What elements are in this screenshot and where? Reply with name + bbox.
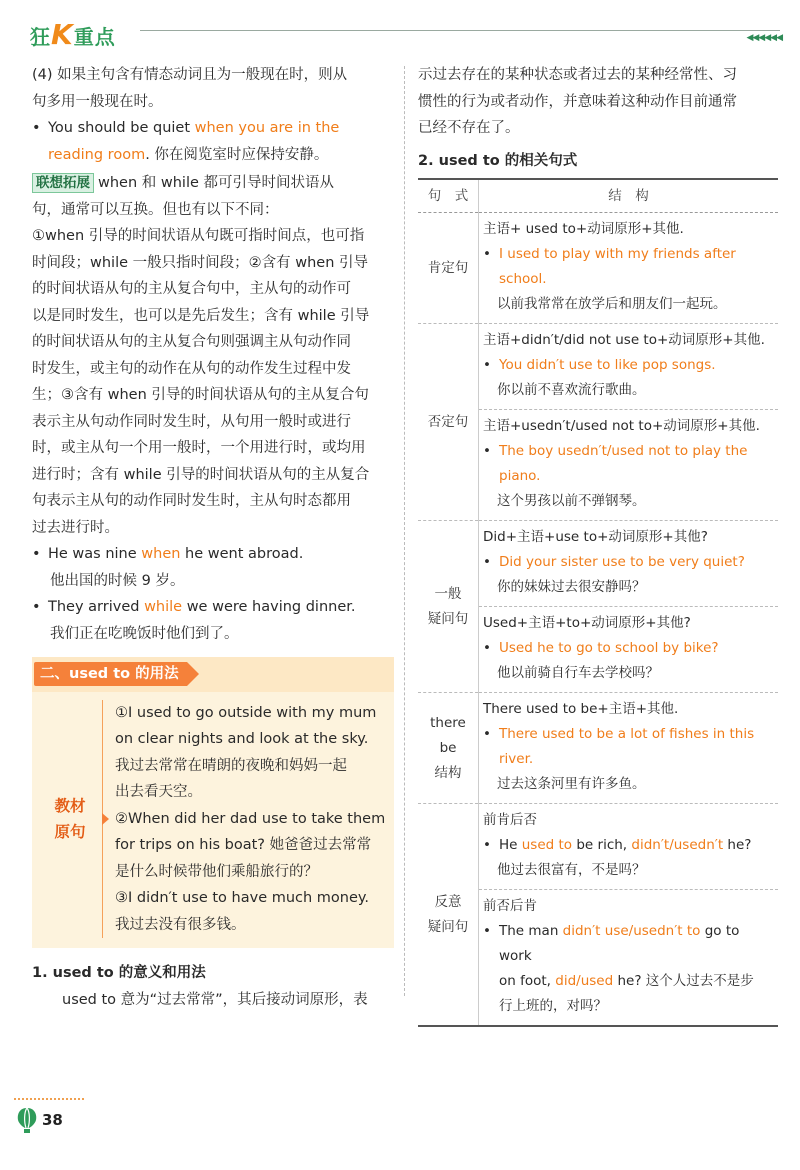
expand-line: 表示主从句动作同时发生时，从句用一般时或进行 [32, 413, 351, 430]
struct-cell: 主语+ used to+动词原形+其他. • I used to play with my friends after school. 以前我常常在放学后和朋友们一起玩。 [479, 213, 779, 324]
expand-line: 句，通常可以互换。但也有以下不同： [32, 201, 279, 218]
translation: 以前我常常在放学后和朋友们一起玩。 [497, 296, 727, 312]
table-row [418, 804, 778, 890]
ex3-b: while [144, 599, 183, 615]
struct-cell: 前否后肯 • The man didn′t use/usedn′t to go to work on foot, did/used he? 这个人过去不是步 行上班的，对吗？ [479, 890, 779, 1027]
table-row [418, 693, 778, 804]
expand-block [32, 170, 394, 541]
example: Used he to go to school by bike? [499, 640, 719, 656]
translation: 你的妹妹过去很安静吗？ [497, 579, 646, 595]
r7-c: be rich, [572, 837, 632, 853]
form-tag-question [418, 804, 479, 1027]
rule: There used to be+主语+其他. [483, 701, 679, 717]
ex2-a: He was nine [48, 546, 142, 562]
balloon-icon [14, 1106, 40, 1134]
expand-line: ①when 引导的时间状语从句既可指时间点，也可指 [32, 228, 365, 244]
ex3-c: we were having dinner. [182, 599, 356, 615]
example: The boy usedn′t/used not to play the piano. [499, 443, 748, 484]
expand-line: 生；③含有 when 引导的时间状语从句的主从复合句 [32, 387, 369, 403]
r7-d: didn′t/usedn′t [631, 837, 724, 853]
r8-d: on foot, [499, 973, 556, 989]
th-form: 句 式 [418, 179, 479, 213]
form-tag2: 疑问句 [427, 918, 469, 935]
struct-cell: 主语+usedn′t/used not to+动词原形+其他. • The boy usedn′t/used not to play the piano. 这个男孩以前不弹钢琴。 [479, 410, 779, 521]
rule4-line2: 句多用一般现在时。 [32, 93, 163, 110]
r8-f: he? 这个人过去不是步 [613, 973, 754, 989]
right-column [418, 62, 778, 1027]
form-tag1: 反意 [434, 893, 462, 910]
th-struct: 结 构 [479, 179, 779, 213]
form-affirm: 肯定句 [418, 213, 479, 324]
form-neg: 否定句 [418, 324, 479, 521]
intro-line: 已经不存在了。 [418, 120, 520, 136]
section-body [32, 692, 394, 949]
logo-k: K [51, 18, 74, 51]
form-there3: 结构 [434, 764, 462, 781]
rule: 前肯后否 [483, 812, 537, 828]
expand-line: 时间段；while 一般只指时间段；②含有 when 引导 [32, 254, 369, 271]
column-divider [404, 66, 405, 996]
textbook-line: ②When did her dad use to take them [115, 810, 386, 827]
used-to-table [418, 178, 778, 1027]
expand-line: 句表示主从句的动作同时发生时，主从句时态都用 [32, 493, 351, 509]
section-box [32, 657, 394, 948]
textbook-label [38, 700, 103, 939]
r7-e: he? [723, 837, 752, 853]
header-rule [140, 30, 780, 31]
form-q1: 一般 [434, 585, 462, 602]
logo [30, 18, 116, 51]
left-column [32, 62, 394, 1013]
logo-suffix: 重点 [73, 25, 116, 49]
translation: 他过去很富有，不是吗？ [497, 862, 646, 878]
r8-a: The man [499, 923, 563, 939]
translation: 你以前不喜欢流行歌曲。 [497, 382, 646, 398]
expand-line: 时，或主从句一个用一般时，一个用进行时，或均用 [32, 440, 366, 456]
rule: 主语+didn′t/did not use to+动词原形+其他. [483, 332, 765, 348]
ex1-d: . 你在阅览室时应保持安静。 [145, 146, 329, 163]
footer-rule [14, 1098, 84, 1100]
rule: Did+主语+use to+动词原形+其他? [483, 529, 708, 545]
struct-cell: Used+主语+to+动词原形+其他? • Used he to go to school by bike? 他以前骑自行车去学校吗？ [479, 607, 779, 693]
textbook-label-2: 原句 [54, 822, 86, 841]
form-question [418, 521, 479, 693]
expand-line: 以是同时发生，也可以是先后发生；含有 while 引导 [32, 307, 370, 324]
section-title-row [32, 657, 394, 692]
intro-line: 示过去存在的某种状态或者过去的某种经常性、习 [418, 67, 737, 83]
form-there2: be [439, 739, 457, 756]
table-header [418, 179, 778, 213]
textbook-line: 是什么时候带他们乘船旅行的？ [115, 863, 318, 880]
ex2-b: when [141, 546, 181, 562]
expand-line: when 和 while 都可引导时间状语从 [98, 175, 335, 191]
textbook-line: on clear nights and look at the sky. [115, 731, 369, 747]
translation: 这个男孩以前不弹钢琴。 [497, 493, 646, 509]
form-there1: there [430, 714, 466, 731]
logo-prefix: 狂 [30, 25, 51, 49]
translation: 他以前骑自行车去学校吗？ [497, 665, 659, 681]
example: You didn′t use to like pop songs. [499, 357, 716, 373]
example-1: • You should be quiet when you are in the reading room. 你在阅览室时应保持安静。 [32, 120, 340, 163]
example-2: • He was nine when he went abroad. [32, 546, 304, 562]
textbook-sentences [115, 700, 388, 939]
footer [14, 1106, 63, 1134]
table-row [418, 213, 778, 324]
arrow-right-icon [102, 813, 109, 825]
expand-line: 的时间状语从句的主从复合句中，主从句的动作可 [32, 281, 351, 297]
form-q2: 疑问句 [427, 610, 469, 627]
example: Did your sister use to be very quiet? [499, 554, 745, 570]
textbook-line: 出去看天空。 [115, 784, 202, 800]
sub1-title: 1. used to 的意义和用法 [32, 965, 206, 981]
r8-g: 行上班的，对吗？ [499, 998, 607, 1014]
expand-line: 进行时；含有 while 引导的时间状语从句的主从复合 [32, 466, 370, 483]
rule: 前否后肯 [483, 898, 537, 914]
rule: 主语+ used to+动词原形+其他. [483, 221, 684, 237]
table-row [418, 521, 778, 607]
textbook-line: 我过去常常在晴朗的夜晚和妈妈一起 [115, 757, 347, 774]
textbook-line: ③I didn′t use to have much money. [115, 890, 370, 906]
ex2-cn: 他出国的时候 9 岁。 [50, 572, 185, 589]
r8-e: did/used [555, 973, 614, 989]
ex3-a: They arrived [48, 599, 145, 615]
struct-cell: Did+主语+use to+动词原形+其他? • Did your sister use to be very quiet? 你的妹妹过去很安静吗？ [479, 521, 779, 607]
header-arrows: ◀◀◀◀◀◀ [746, 33, 782, 43]
section-title: 二、used to 的用法 [34, 662, 187, 686]
intro-line: 惯性的行为或者动作，并意味着这种动作目前通常 [418, 93, 737, 110]
sub2-title: 2. used to 的相关句式 [418, 152, 578, 169]
expand-line: 的时间状语从句的主从复合句则强调主从句动作同 [32, 334, 351, 350]
rule4-line1: (4) 如果主句含有情态动词且为一般现在时，则从 [32, 67, 348, 83]
rule: Used+主语+to+动词原形+其他? [483, 615, 691, 631]
ex1-b: when you are in the [194, 120, 340, 136]
struct-cell: 主语+didn′t/did not use to+动词原形+其他. • You didn′t use to like pop songs. 你以前不喜欢流行歌曲。 [479, 324, 779, 410]
r8-b: didn′t use/usedn′t to [562, 923, 701, 939]
expand-line: 过去进行时。 [32, 519, 119, 536]
r7-b: used to [521, 837, 573, 853]
sub1-line: used to 意为“过去常常”，其后接动词原形，表 [62, 991, 368, 1008]
struct-cell: There used to be+主语+其他. • There used to be a lot of fishes in this river. 过去这条河里有许多鱼。 [479, 693, 779, 804]
expand-line: 时发生，或主句的动作在从句的动作发生过程中发 [32, 360, 351, 377]
page-number: 38 [42, 1111, 63, 1129]
table-row [418, 324, 778, 410]
example: There used to be a lot of fishes in this river. [499, 726, 755, 767]
textbook-line: for trips on his boat? 她爸爸过去常常 [115, 837, 372, 853]
form-there-be [418, 693, 479, 804]
r7-a: He [499, 837, 522, 853]
expand-tag: 联想拓展 [32, 173, 94, 193]
textbook-label-1: 教材 [54, 796, 86, 815]
ex3-cn: 我们正在吃晚饭时他们到了。 [50, 625, 239, 642]
ex2-c: he went abroad. [180, 546, 304, 562]
example-3: • They arrived while we were having dinner. [32, 599, 356, 615]
struct-cell: 前肯后否 • He used to be rich, didn′t/usedn′t he? 他过去很富有，不是吗？ [479, 804, 779, 890]
ex1-c: reading room [48, 146, 146, 163]
rule: 主语+usedn′t/used not to+动词原形+其他. [483, 418, 760, 434]
translation: 过去这条河里有许多鱼。 [497, 776, 646, 792]
ex1-a: You should be quiet [48, 120, 195, 136]
textbook-line: 我过去没有很多钱。 [115, 916, 246, 933]
r8-c: go to work [499, 923, 740, 964]
textbook-line: ①I used to go outside with my mum [115, 704, 377, 721]
example: I used to play with my friends after school. [499, 246, 736, 287]
